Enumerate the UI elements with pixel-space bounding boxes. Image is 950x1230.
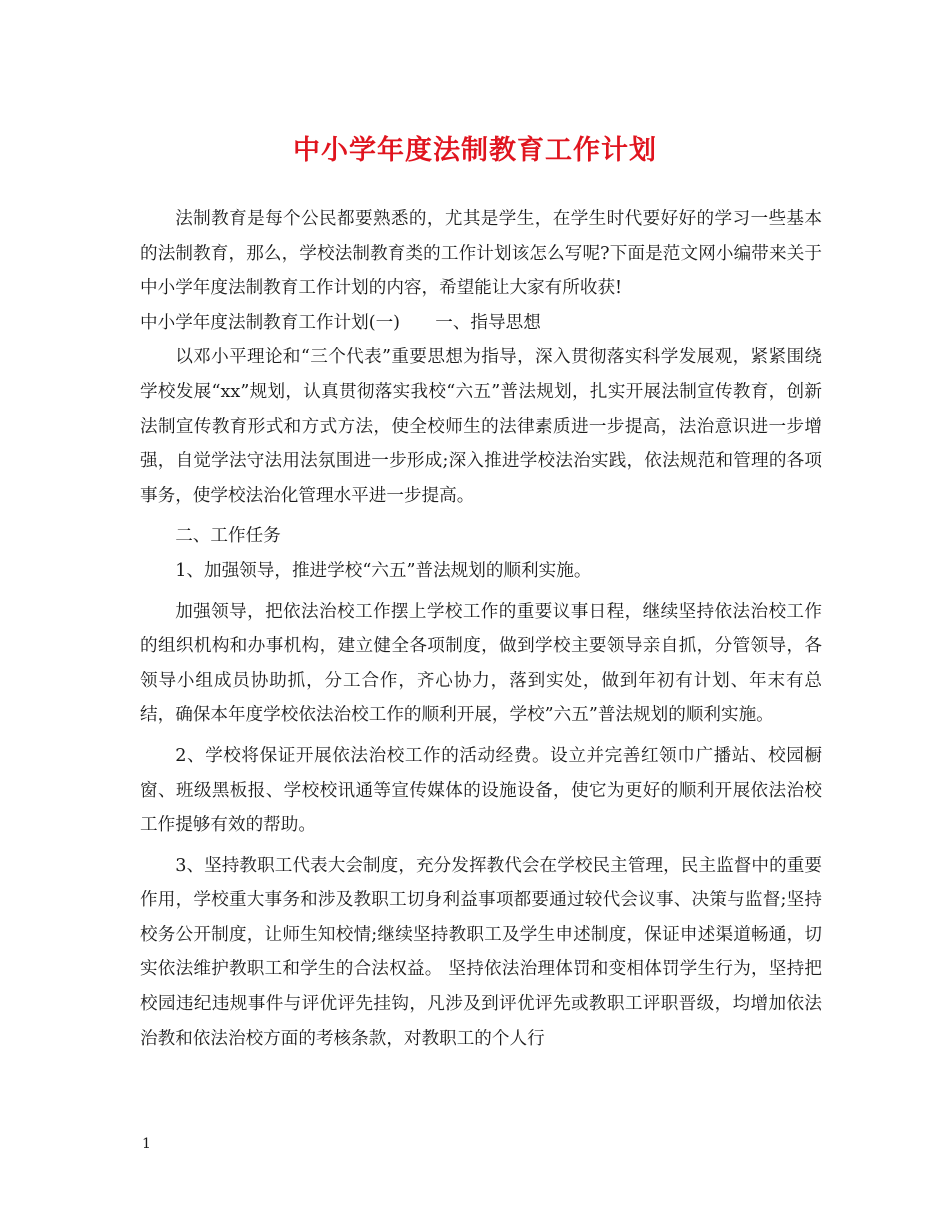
section-heading-tasks: 二、工作任务 <box>175 526 281 547</box>
page-number: 1 <box>142 1136 151 1152</box>
paragraph-task-1-body: 加强领导，把依法治校工作摆上学校工作的重要议事日程，继续坚持依法治校工作的组织机构和办事机构，建立健全各项制度，做到学校主要领导亲自抓，分管领导，各领导小组成员协助抓，分工合作，齐心协力，落到实处，做到年初有计划、年末有总结，确保本年度学校依法治校工作的顺利开展，学校”六五”普法规划的顺利实施。 <box>140 601 822 726</box>
document-body <box>140 202 822 1056</box>
section-heading-plan-one: 中小学年度法制教育工作计划(一) 一、指导思想 <box>140 312 541 333</box>
paragraph-task-1-heading: 1、加强领导，推进学校“六五”普法规划的顺利实施。 <box>175 560 592 581</box>
paragraph-intro: 法制教育是每个公民都要熟悉的，尤其是学生，在学生时代要好好的学习一些基本的法制教育，那么，学校法制教育类的工作计划该怎么写呢?下面是范文网小编带来关于中小学年度法制教育工作计划的内容，希望能让大家有所收获! <box>140 209 822 299</box>
document-title: 中小学年度法制教育工作计划 <box>293 135 657 166</box>
paragraph-task-2: 2、学校将保证开展依法治校工作的活动经费。设立并完善红领巾广播站、校园橱窗、班级黑板报、学校校讯通等宣传媒体的设施设备，使它为更好的顺利开展依法治校工作提够有效的帮助。 <box>140 745 822 836</box>
paragraph-task-3: 3、坚持教职工代表大会制度，充分发挥教代会在学校民主管理，民主监督中的重要作用，学校重大事务和涉及教职工切身利益事项都要通过较代会议事、决策与监督;坚持校务公开制度，让师生知校情;继续坚持教职工及学生申述制度，保证申述渠道畅通，切实依法维护教职工和学生的合法权益。 坚持依法治理体罚和变相体罚学生行为，坚持把校园违纪违规事件与评优评先挂钩，凡涉及到评优评先或教职工评职晋级，均增加依法治教和依法治校方面的考核条款，对教职工的个人行 <box>140 855 822 1049</box>
paragraph-guiding-thought: 以邓小平理论和“三个代表”重要思想为指导，深入贯彻落实科学发展观，紧紧围绕学校发展“xx”规划，认真贯彻落实我校“六五”普法规划，扎实开展法制宣传教育，创新法制宣传教育形式和方式方法，使全校师生的法律素质进一步提高，法治意识进一步增强，自觉学法守法用法氛围进一步形成;深入推进学校法治实践，依法规范和管理的各项事务，使学校法治化管理水平进一步提高。 <box>140 347 822 506</box>
